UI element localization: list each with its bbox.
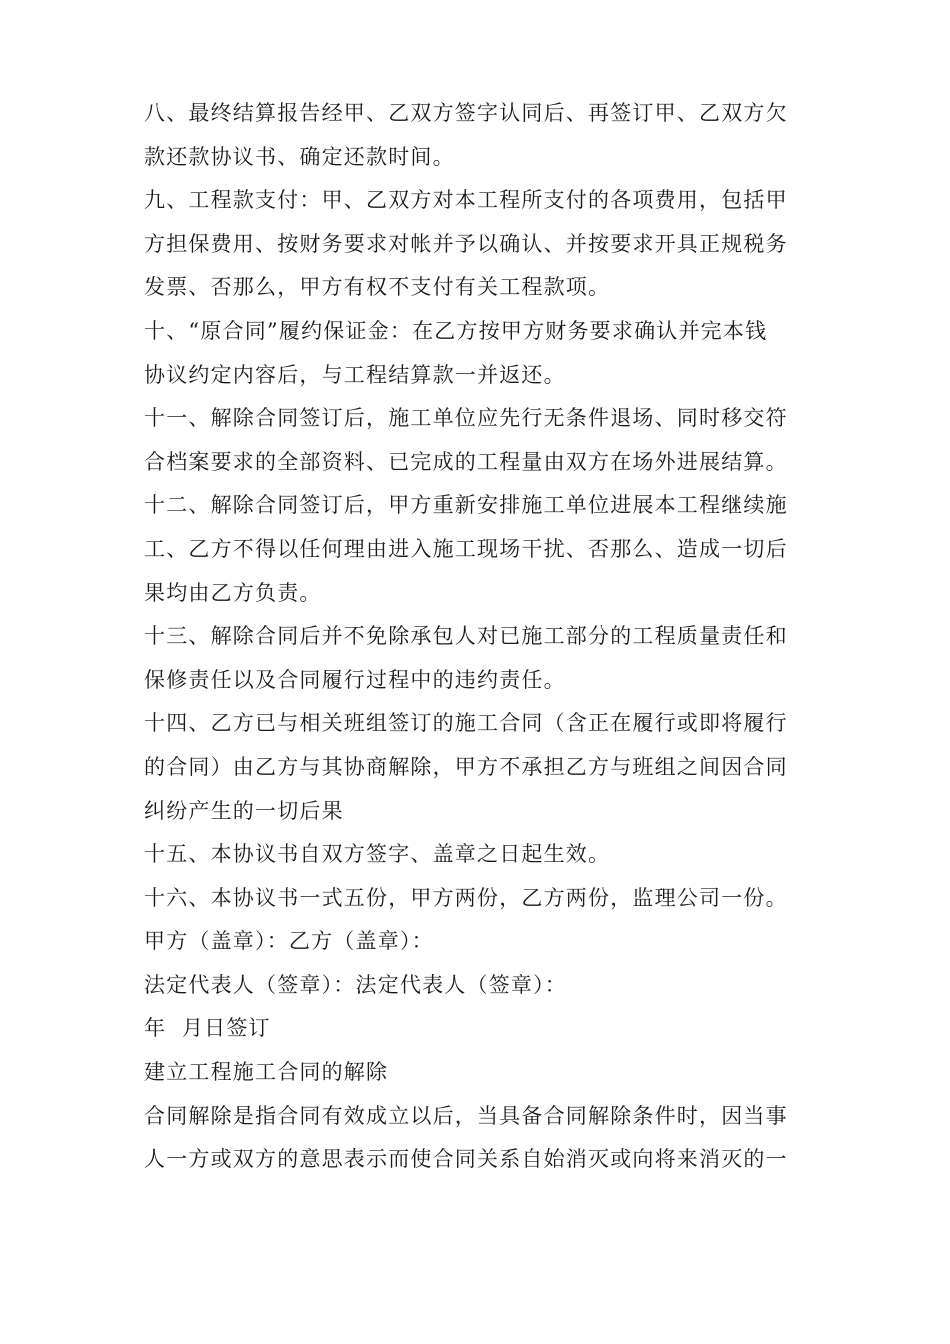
signing-date-line [144,1007,814,1051]
clause-15 [144,833,814,877]
text-line: 果均由乙方负责。 [144,580,322,605]
text-line: 甲方（盖章）：乙方（盖章）： [144,929,434,954]
text-line: 十六、本协议书一式五份，甲方两份，乙方两份，监理公司一份。 [144,885,788,910]
document-body [144,92,814,1182]
text-line: 方担保费用、按财务要求对帐并予以确认、并按要求开具正规税务 [144,231,788,256]
text-line: 十三、解除合同后并不免除承包人对已施工部分的工程质量责任和 [144,624,788,649]
text-line: 十一、解除合同签订后，施工单位应先行无条件退场、同时移交符 [144,406,788,431]
text-line: 十二、解除合同签订后，甲方重新安排施工单位进展本工程继续施 [144,493,788,518]
text-line: 八、最终结算报告经甲、乙双方签字认同后、再签订甲、乙双方欠 [144,101,788,125]
text-line: 工、乙方不得以任何理由进入施工现场干扰、否那么、造成一切后 [144,536,788,561]
text-line: 法定代表人（签章）：法定代表人（签章）： [144,972,567,997]
text-line: 的合同）由乙方与其协商解除，甲方不承担乙方与班组之间因合同 [144,754,788,779]
party-seal-line [144,920,814,964]
text-line: 九、工程款支付：甲、乙双方对本工程所支付的各项费用，包括甲 [144,188,788,213]
clause-16 [144,877,814,921]
text-line: 年 月日签订 [144,1016,271,1041]
text-line: 建立工程施工合同的解除 [144,1060,389,1085]
clause-8 [144,92,814,179]
clause-12 [144,484,814,615]
clause-11 [144,397,814,484]
text-line: 纠纷产生的一切后果 [144,798,344,823]
text-line: 十、“原合同”履约保证金：在乙方按甲方财务要求确认并完本钱 [144,318,768,343]
representative-signature-line [144,964,814,1008]
clause-14 [144,702,814,833]
text-line: 款还款协议书、确定还款时间。 [144,144,455,169]
text-line: 合档案要求的全部资料、已完成的工程量由双方在场外进展结算。 [144,449,788,474]
text-line: 发票、否那么，甲方有权不支付有关工程款项。 [144,275,611,300]
clause-9 [144,179,814,310]
text-line: 人一方或双方的意思表示而使合同关系自始消灭或向将来消灭的一 [144,1147,788,1172]
text-line: 保修责任以及合同履行过程中的违约责任。 [144,667,566,692]
body-paragraph [144,1095,814,1182]
text-line: 十五、本协议书自双方签字、盖章之日起生效。 [144,842,611,867]
clause-13 [144,615,814,702]
text-line: 协议约定内容后，与工程结算款一并返还。 [144,362,566,387]
section-heading [144,1051,814,1095]
text-line: 合同解除是指合同有效成立以后，当具备合同解除条件时，因当事 [144,1103,788,1128]
text-line: 十四、乙方已与相关班组签订的施工合同（含正在履行或即将履行 [144,711,788,736]
clause-10 [144,310,814,397]
